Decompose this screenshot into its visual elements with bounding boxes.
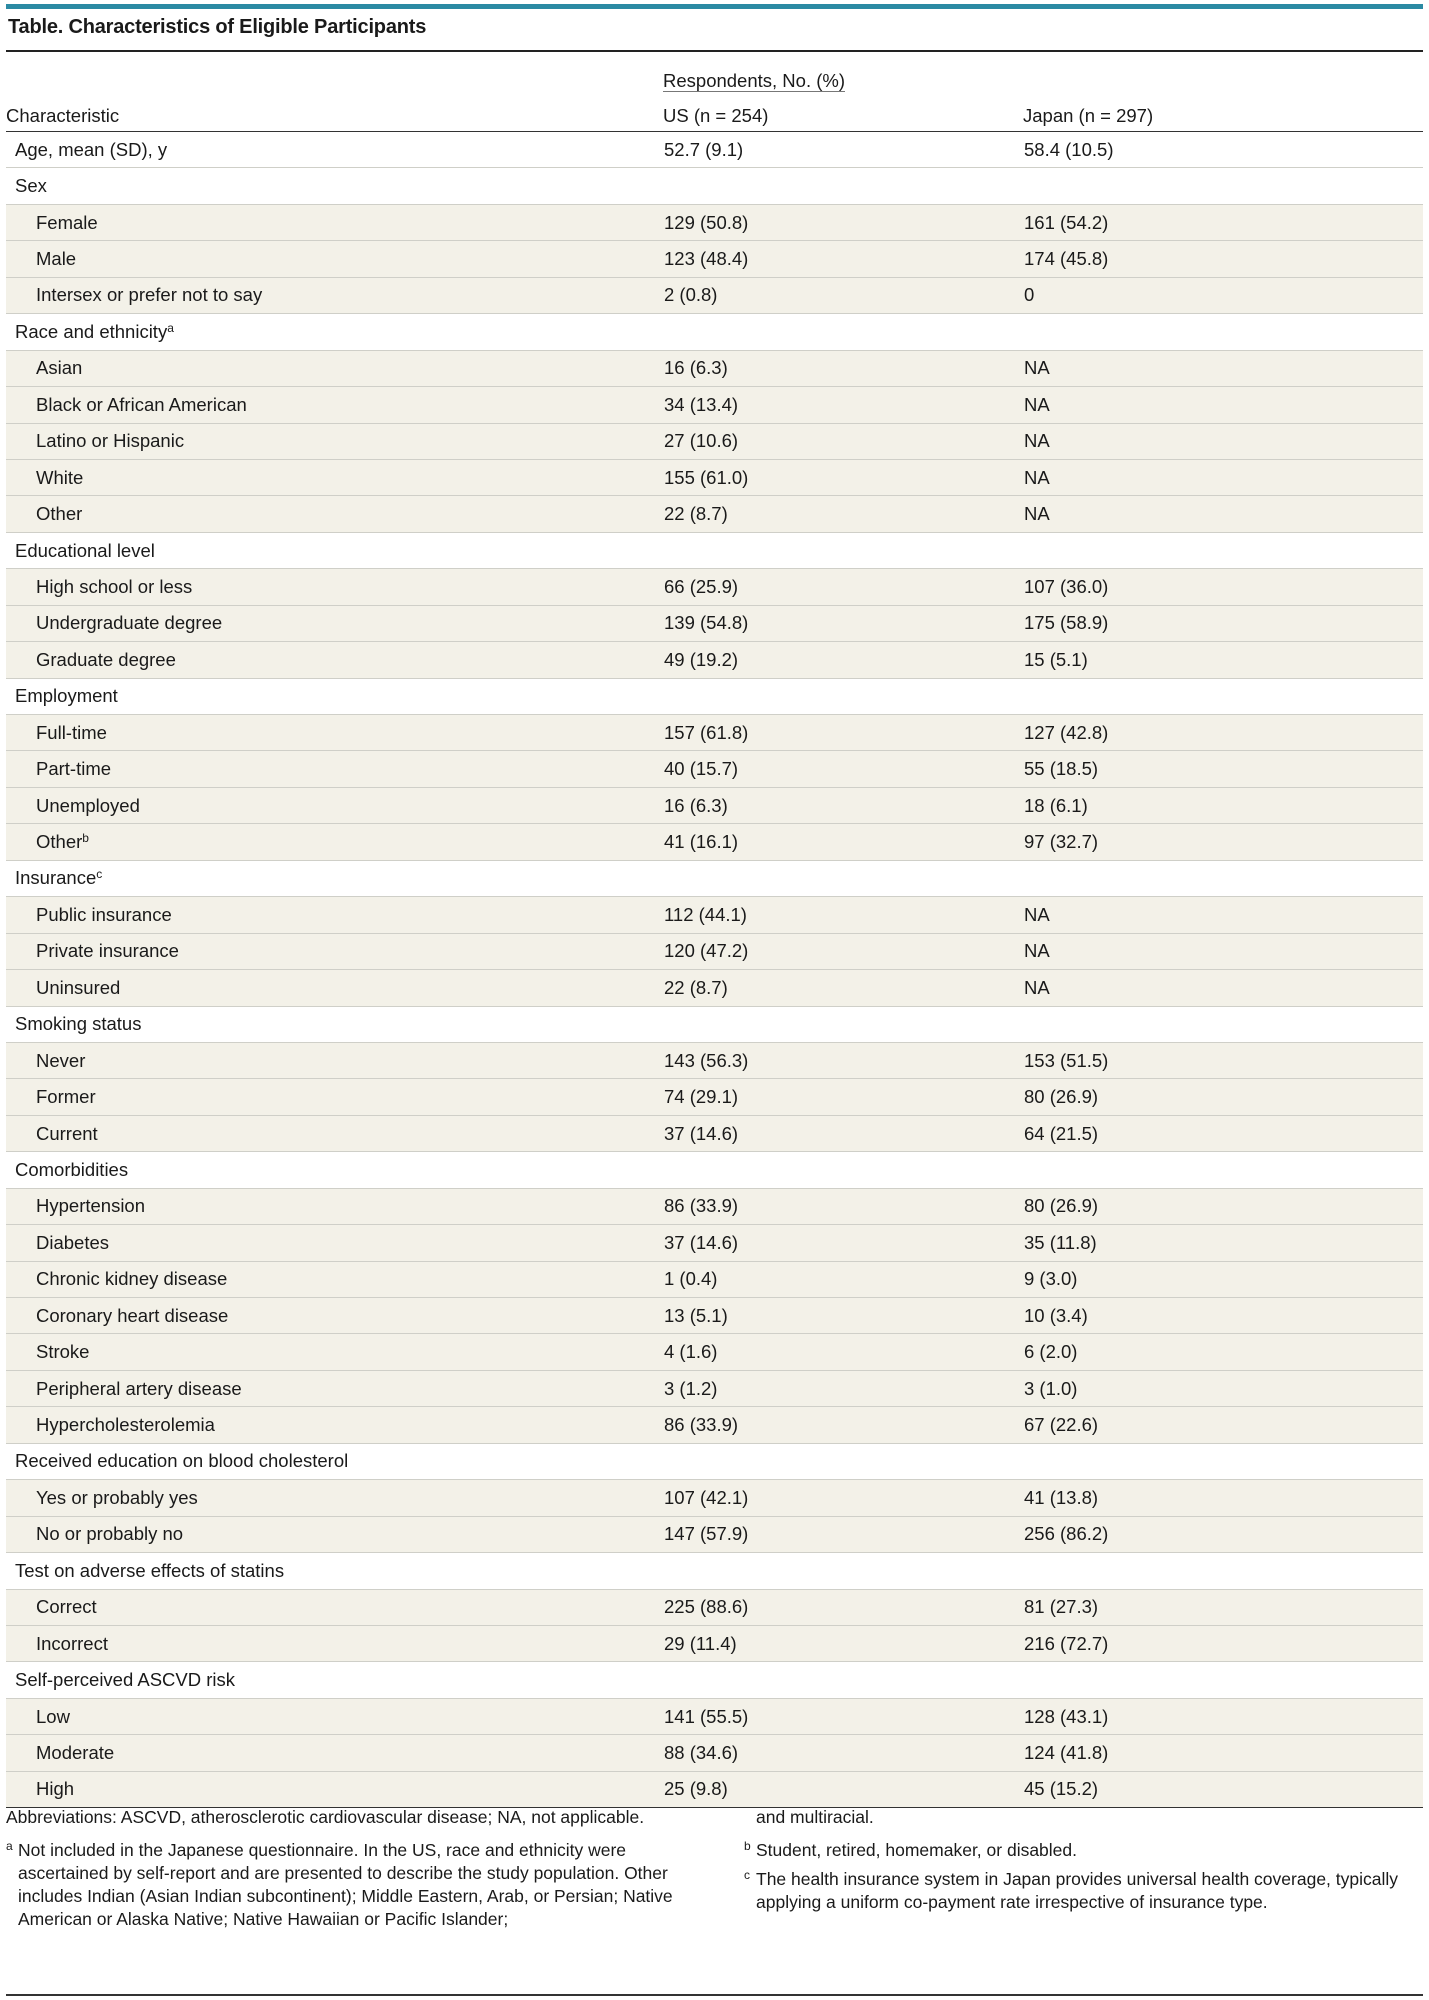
japan-value-cell: 67 (22.6) xyxy=(1023,1407,1423,1443)
us-value-cell: 41 (16.1) xyxy=(663,824,1023,860)
us-value-cell: 27 (10.6) xyxy=(663,423,1023,459)
section-row xyxy=(6,314,1423,350)
japan-value-cell: 127 (42.8) xyxy=(1023,715,1423,751)
table-row xyxy=(6,1407,1423,1443)
characteristic-cell: Other$^b$ xyxy=(6,824,663,860)
top-accent-rule xyxy=(6,4,1423,9)
characteristic-cell: High xyxy=(6,1771,663,1807)
us-value-cell xyxy=(663,1662,1023,1698)
footnote-a xyxy=(6,1839,696,1931)
characteristic-cell: Coronary heart disease xyxy=(6,1298,663,1334)
us-value-cell: 37 (14.6) xyxy=(663,1225,1023,1261)
japan-value-cell: 175 (58.9) xyxy=(1023,605,1423,641)
us-value-cell: 66 (25.9) xyxy=(663,569,1023,605)
japan-value-cell xyxy=(1023,1662,1423,1698)
us-value-cell: 86 (33.9) xyxy=(663,1188,1023,1224)
us-value-cell: 34 (13.4) xyxy=(663,387,1023,423)
us-value-cell xyxy=(663,1152,1023,1188)
characteristic-cell: Part-time xyxy=(6,751,663,787)
characteristic-cell: Sex xyxy=(6,168,663,204)
participants-table xyxy=(6,50,1423,1808)
table-body xyxy=(6,132,1423,1808)
us-value-cell: 37 (14.6) xyxy=(663,1115,1023,1151)
characteristic-cell: Moderate xyxy=(6,1735,663,1771)
japan-value-cell xyxy=(1023,860,1423,896)
us-value-cell: 120 (47.2) xyxy=(663,933,1023,969)
table-row xyxy=(6,459,1423,495)
table-row xyxy=(6,1771,1423,1807)
characteristic-cell: Unemployed xyxy=(6,787,663,823)
japan-value-cell xyxy=(1023,1553,1423,1589)
table-row xyxy=(6,1625,1423,1661)
japan-value-cell xyxy=(1023,1006,1423,1042)
table-row xyxy=(6,1225,1423,1261)
footnote-c xyxy=(744,1868,1424,1914)
japan-value-cell: 18 (6.1) xyxy=(1023,787,1423,823)
footnote-marker: a xyxy=(167,320,174,335)
section-row xyxy=(6,532,1423,568)
us-value-cell: 225 (88.6) xyxy=(663,1589,1023,1625)
japan-value-cell: 55 (18.5) xyxy=(1023,751,1423,787)
respondents-header: Respondents, No. (%) xyxy=(663,70,846,91)
japan-value-cell xyxy=(1023,678,1423,714)
characteristic-cell: Insurance$^c$ xyxy=(6,860,663,896)
table-row xyxy=(6,1188,1423,1224)
table-row xyxy=(6,1334,1423,1370)
characteristic-cell: High school or less xyxy=(6,569,663,605)
characteristic-cell: No or probably no xyxy=(6,1516,663,1552)
japan-value-cell: NA xyxy=(1023,423,1423,459)
table-row xyxy=(6,277,1423,313)
table-row xyxy=(6,387,1423,423)
japan-value-cell: 107 (36.0) xyxy=(1023,569,1423,605)
us-value-cell xyxy=(663,860,1023,896)
characteristic-cell: Other xyxy=(6,496,663,532)
japan-value-cell: NA xyxy=(1023,970,1423,1006)
japan-value-cell: 80 (26.9) xyxy=(1023,1079,1423,1115)
characteristic-cell: Black or African American xyxy=(6,387,663,423)
japan-value-cell: 35 (11.8) xyxy=(1023,1225,1423,1261)
table-row xyxy=(6,1261,1423,1297)
footnote-b xyxy=(744,1839,1424,1862)
us-value-cell: 4 (1.6) xyxy=(663,1334,1023,1370)
japan-value-cell: NA xyxy=(1023,897,1423,933)
japan-value-cell: 161 (54.2) xyxy=(1023,204,1423,240)
footnote-a-continued: and multiracial. xyxy=(756,1807,874,1827)
us-value-cell: 112 (44.1) xyxy=(663,897,1023,933)
characteristic-header: Characteristic xyxy=(6,94,663,132)
characteristic-cell: Public insurance xyxy=(6,897,663,933)
characteristic-cell: Male xyxy=(6,241,663,277)
us-value-cell: 49 (19.2) xyxy=(663,642,1023,678)
japan-value-cell: 256 (86.2) xyxy=(1023,1516,1423,1552)
us-value-cell: 3 (1.2) xyxy=(663,1370,1023,1406)
japan-value-cell: 124 (41.8) xyxy=(1023,1735,1423,1771)
characteristic-cell: Age, mean (SD), y xyxy=(6,132,663,168)
table-row xyxy=(6,1480,1423,1516)
japan-value-cell: NA xyxy=(1023,387,1423,423)
japan-value-cell: 0 xyxy=(1023,277,1423,313)
table-row xyxy=(6,569,1423,605)
us-value-cell xyxy=(663,532,1023,568)
japan-value-cell: 10 (3.4) xyxy=(1023,1298,1423,1334)
japan-value-cell: 45 (15.2) xyxy=(1023,1771,1423,1807)
us-value-cell: 86 (33.9) xyxy=(663,1407,1023,1443)
japan-value-cell: NA xyxy=(1023,496,1423,532)
table-row xyxy=(6,1079,1423,1115)
footnote-a-text: Not included in the Japanese questionnaire. In the US, race and ethnicity were ascertained by self-report and are presented to describe the study population. Other includes Indian (Asian Indian subcontinent); Middle Eastern, Arab, or Persian; Native American or Alaska Native; Native Hawaiian or Pacific Islander; xyxy=(18,1840,673,1929)
table-row xyxy=(6,642,1423,678)
japan-value-cell: 58.4 (10.5) xyxy=(1023,132,1423,168)
characteristic-cell: Current xyxy=(6,1115,663,1151)
table-row xyxy=(6,204,1423,240)
japan-value-cell: 15 (5.1) xyxy=(1023,642,1423,678)
section-row xyxy=(6,168,1423,204)
table-row xyxy=(6,970,1423,1006)
characteristic-cell: Educational level xyxy=(6,532,663,568)
characteristic-cell: Never xyxy=(6,1042,663,1078)
footnote-marker: b xyxy=(82,831,89,846)
footnote-a-mark: a xyxy=(6,1839,13,1853)
characteristic-cell: White xyxy=(6,459,663,495)
abbreviations-note: Abbreviations: ASCVD, atherosclerotic cardiovascular disease; NA, not applicable. xyxy=(6,1807,645,1827)
characteristic-cell: Smoking status xyxy=(6,1006,663,1042)
us-value-cell: 129 (50.8) xyxy=(663,204,1023,240)
characteristic-cell: Undergraduate degree xyxy=(6,605,663,641)
section-row xyxy=(6,1553,1423,1589)
japan-value-cell xyxy=(1023,532,1423,568)
us-value-cell: 16 (6.3) xyxy=(663,350,1023,386)
japan-value-cell: 64 (21.5) xyxy=(1023,1115,1423,1151)
us-value-cell: 74 (29.1) xyxy=(663,1079,1023,1115)
characteristic-cell: Uninsured xyxy=(6,970,663,1006)
table-row xyxy=(6,1516,1423,1552)
table-row xyxy=(6,605,1423,641)
characteristic-cell: Received education on blood cholesterol xyxy=(6,1443,663,1479)
characteristic-cell: Latino or Hispanic xyxy=(6,423,663,459)
us-value-cell: 40 (15.7) xyxy=(663,751,1023,787)
us-column-header: US (n = 254) xyxy=(663,94,1023,132)
table-row xyxy=(6,1115,1423,1151)
section-row xyxy=(6,678,1423,714)
us-value-cell: 25 (9.8) xyxy=(663,1771,1023,1807)
characteristic-cell: Chronic kidney disease xyxy=(6,1261,663,1297)
japan-column-header: Japan (n = 297) xyxy=(1023,94,1423,132)
us-value-cell: 107 (42.1) xyxy=(663,1480,1023,1516)
us-value-cell xyxy=(663,1443,1023,1479)
characteristic-cell: Former xyxy=(6,1079,663,1115)
us-value-cell: 143 (56.3) xyxy=(663,1042,1023,1078)
japan-value-cell xyxy=(1023,168,1423,204)
characteristic-cell: Race and ethnicity$^a$ xyxy=(6,314,663,350)
us-value-cell xyxy=(663,314,1023,350)
table-row xyxy=(6,1698,1423,1734)
japan-value-cell xyxy=(1023,1443,1423,1479)
footnote-c-mark: c xyxy=(744,1868,750,1882)
characteristic-cell: Full-time xyxy=(6,715,663,751)
section-row xyxy=(6,1443,1423,1479)
table-row xyxy=(6,423,1423,459)
section-row xyxy=(6,1662,1423,1698)
section-row xyxy=(6,860,1423,896)
us-value-cell: 2 (0.8) xyxy=(663,277,1023,313)
us-value-cell: 141 (55.5) xyxy=(663,1698,1023,1734)
us-value-cell: 16 (6.3) xyxy=(663,787,1023,823)
characteristic-cell: Diabetes xyxy=(6,1225,663,1261)
us-value-cell: 22 (8.7) xyxy=(663,970,1023,1006)
us-value-cell xyxy=(663,678,1023,714)
us-value-cell xyxy=(663,1553,1023,1589)
table-row xyxy=(6,1298,1423,1334)
table-row xyxy=(6,933,1423,969)
japan-value-cell: 81 (27.3) xyxy=(1023,1589,1423,1625)
us-value-cell xyxy=(663,168,1023,204)
table-row xyxy=(6,1589,1423,1625)
table-row xyxy=(6,1370,1423,1406)
japan-value-cell: 41 (13.8) xyxy=(1023,1480,1423,1516)
table-row xyxy=(6,897,1423,933)
japan-value-cell: 216 (72.7) xyxy=(1023,1625,1423,1661)
japan-value-cell xyxy=(1023,1152,1423,1188)
footnotes-right-column xyxy=(744,1806,1424,1920)
japan-value-cell: 128 (43.1) xyxy=(1023,1698,1423,1734)
japan-value-cell: NA xyxy=(1023,459,1423,495)
us-value-cell: 157 (61.8) xyxy=(663,715,1023,751)
japan-value-cell: 6 (2.0) xyxy=(1023,1334,1423,1370)
characteristic-cell: Female xyxy=(6,204,663,240)
table-row xyxy=(6,350,1423,386)
characteristic-cell: Graduate degree xyxy=(6,642,663,678)
characteristic-cell: Peripheral artery disease xyxy=(6,1370,663,1406)
us-value-cell: 139 (54.8) xyxy=(663,605,1023,641)
us-value-cell: 29 (11.4) xyxy=(663,1625,1023,1661)
us-value-cell: 1 (0.4) xyxy=(663,1261,1023,1297)
characteristic-cell: Stroke xyxy=(6,1334,663,1370)
characteristic-cell: Low xyxy=(6,1698,663,1734)
table-row xyxy=(6,496,1423,532)
us-value-cell: 123 (48.4) xyxy=(663,241,1023,277)
characteristic-cell: Employment xyxy=(6,678,663,714)
footnote-c-text: The health insurance system in Japan provides universal health coverage, typically applying a uniform co-payment rate irrespective of insurance type. xyxy=(756,1869,1399,1912)
table-row xyxy=(6,751,1423,787)
characteristic-cell: Private insurance xyxy=(6,933,663,969)
section-row xyxy=(6,132,1423,168)
footnote-marker: c xyxy=(96,867,103,882)
footnote-b-text: Student, retired, homemaker, or disabled. xyxy=(756,1840,1078,1860)
japan-value-cell: 97 (32.7) xyxy=(1023,824,1423,860)
table-row xyxy=(6,787,1423,823)
characteristic-cell: Incorrect xyxy=(6,1625,663,1661)
characteristic-cell: Self-perceived ASCVD risk xyxy=(6,1662,663,1698)
section-row xyxy=(6,1006,1423,1042)
characteristic-cell: Correct xyxy=(6,1589,663,1625)
us-value-cell: 22 (8.7) xyxy=(663,496,1023,532)
table-title: Table. Characteristics of Eligible Participants xyxy=(8,16,427,38)
table-row xyxy=(6,715,1423,751)
japan-value-cell: 3 (1.0) xyxy=(1023,1370,1423,1406)
characteristic-cell: Hypertension xyxy=(6,1188,663,1224)
japan-value-cell: NA xyxy=(1023,350,1423,386)
footnote-b-mark: b xyxy=(744,1839,751,1853)
japan-value-cell: 174 (45.8) xyxy=(1023,241,1423,277)
characteristic-cell: Comorbidities xyxy=(6,1152,663,1188)
us-value-cell: 88 (34.6) xyxy=(663,1735,1023,1771)
us-value-cell: 155 (61.0) xyxy=(663,459,1023,495)
bottom-rule xyxy=(6,1994,1423,1996)
japan-value-cell: NA xyxy=(1023,933,1423,969)
characteristic-cell: Hypercholesterolemia xyxy=(6,1407,663,1443)
characteristic-cell: Test on adverse effects of statins xyxy=(6,1553,663,1589)
us-value-cell: 13 (5.1) xyxy=(663,1298,1023,1334)
us-value-cell: 52.7 (9.1) xyxy=(663,132,1023,168)
characteristic-cell: Asian xyxy=(6,350,663,386)
japan-value-cell xyxy=(1023,314,1423,350)
japan-value-cell: 153 (51.5) xyxy=(1023,1042,1423,1078)
characteristic-cell: Yes or probably yes xyxy=(6,1480,663,1516)
table-row xyxy=(6,241,1423,277)
characteristic-cell: Intersex or prefer not to say xyxy=(6,277,663,313)
section-row xyxy=(6,1152,1423,1188)
table-row xyxy=(6,1042,1423,1078)
footnotes-left-column xyxy=(6,1806,696,1937)
japan-value-cell: 9 (3.0) xyxy=(1023,1261,1423,1297)
japan-value-cell: 80 (26.9) xyxy=(1023,1188,1423,1224)
table-row xyxy=(6,824,1423,860)
table-row xyxy=(6,1735,1423,1771)
us-value-cell xyxy=(663,1006,1023,1042)
us-value-cell: 147 (57.9) xyxy=(663,1516,1023,1552)
